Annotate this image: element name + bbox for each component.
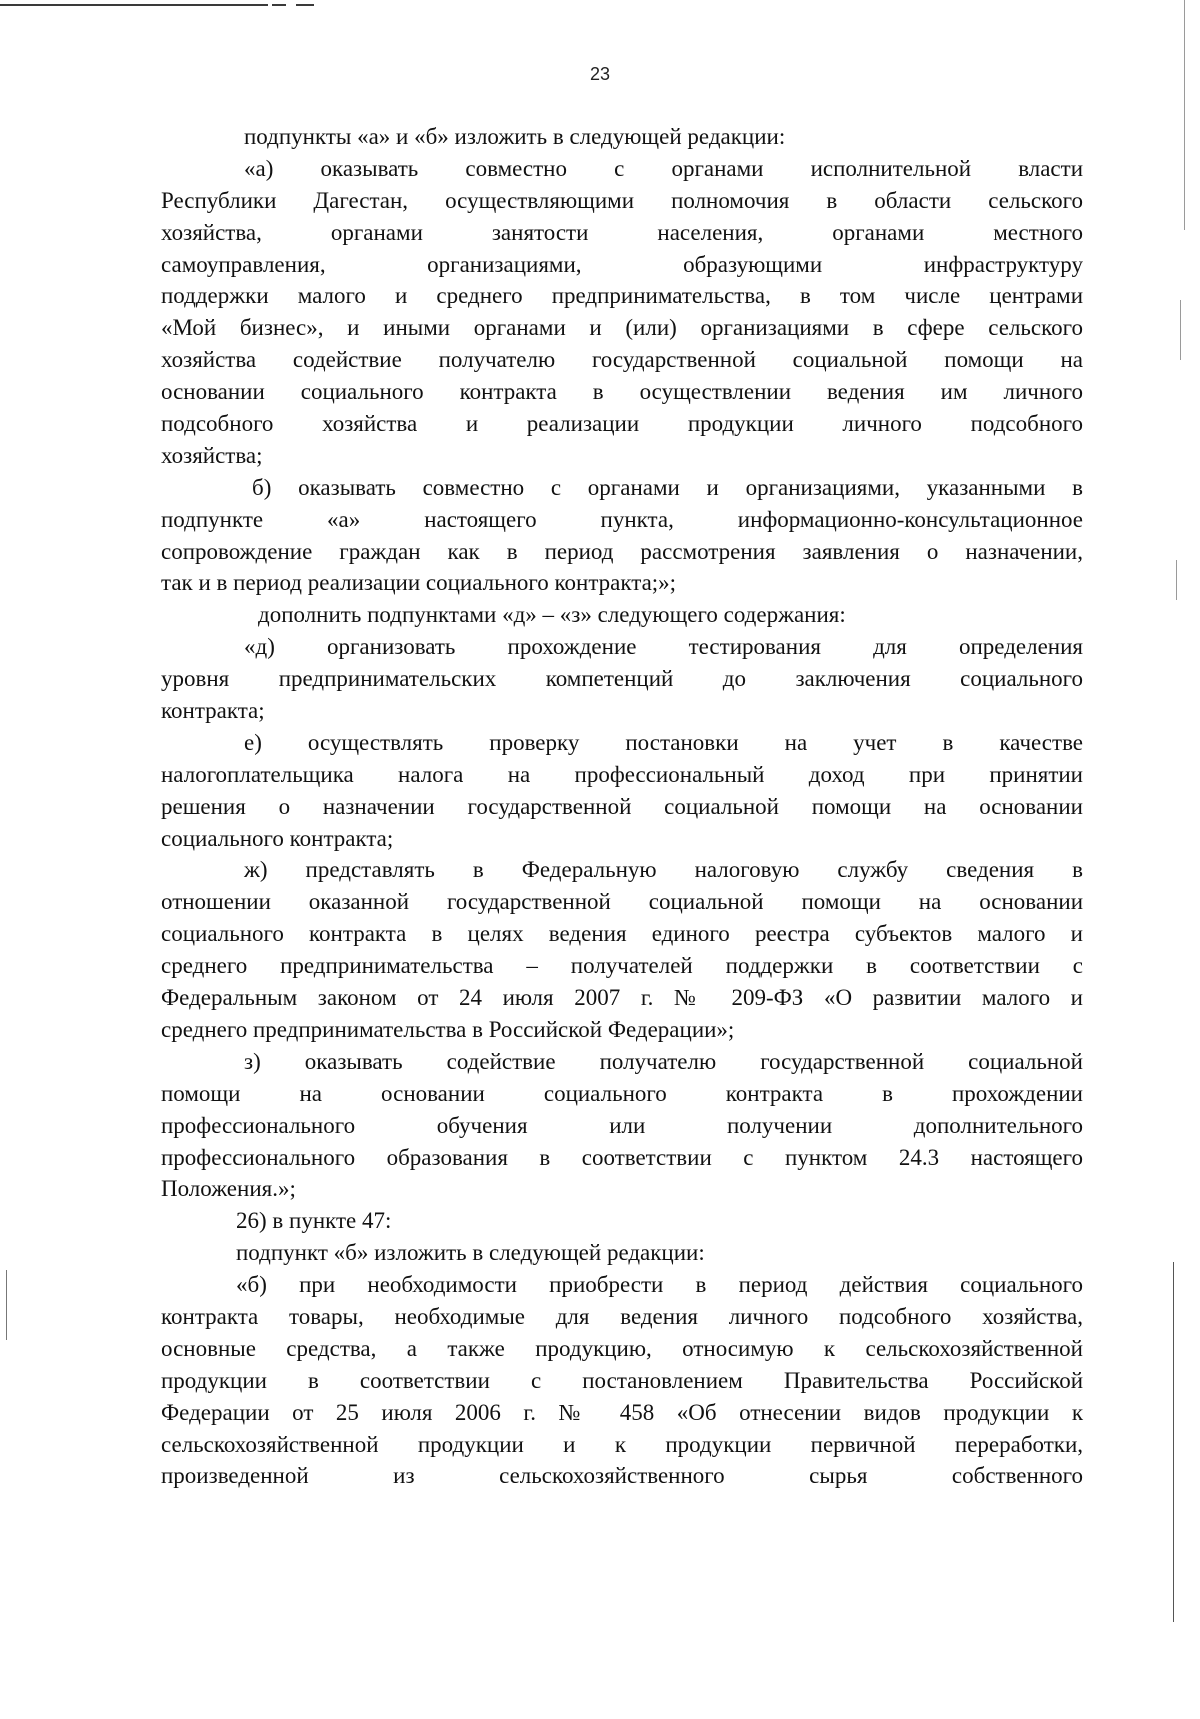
text-line: хозяйства содействие получателю государственной социальной помощи на: [161, 347, 1083, 373]
text-line: «б) при необходимости приобрести в период действия социального: [236, 1272, 1083, 1298]
text-line: «а) оказывать совместно с органами исполнительной власти: [244, 155, 1083, 181]
text-line: Республики Дагестан, осуществляющими полномочия в области сельского: [161, 187, 1083, 213]
text-line: з) оказывать содействие получателю государственной социальной: [244, 1048, 1083, 1074]
text-line: основные средства, а также продукцию, относимую к сельскохозяйственной: [161, 1335, 1083, 1361]
text-line: хозяйства, органами занятости населения, органами местного: [161, 219, 1083, 245]
document-body: [161, 121, 1083, 1492]
text-line: самоуправления, организациями, образующими инфраструктуру: [161, 251, 1083, 277]
text-line: Федерации от 25 июля 2006 г. № 458 «Об отнесении видов продукции к: [161, 1399, 1083, 1425]
text-line: продукции в соответствии с постановлением Правительства Российской: [161, 1367, 1083, 1393]
text-line: контракта;: [161, 698, 265, 724]
text-line: контракта товары, необходимые для ведения личного подсобного хозяйства,: [161, 1303, 1083, 1329]
text-line: профессионального образования в соответствии с пунктом 24.3 настоящего: [161, 1144, 1083, 1170]
text-line: «д) организовать прохождение тестирования для определения: [244, 634, 1083, 660]
text-line: основании социального контракта в осуществлении ведения им личного: [161, 379, 1083, 405]
text-line: социального контракта в целях ведения единого реестра субъектов малого и: [161, 921, 1083, 947]
text-line: б) оказывать совместно с органами и организациями, указанными в: [252, 474, 1083, 500]
text-line: налогоплательщика налога на профессиональный доход при принятии: [161, 761, 1083, 787]
text-line: дополнить подпунктами «д» – «з» следующего содержания:: [258, 602, 846, 628]
text-line: поддержки малого и среднего предпринимательства, в том числе центрами: [161, 283, 1083, 309]
text-line: подпункты «а» и «б» изложить в следующей редакции:: [244, 124, 786, 149]
scan-top-rule: [296, 4, 314, 6]
scan-edge-mark: [6, 1270, 7, 1340]
text-line: социального контракта;: [161, 825, 394, 851]
text-line: уровня предпринимательских компетенций до заключения социального: [161, 666, 1083, 692]
text-line: сопровождение граждан как в период рассмотрения заявления о назначении,: [161, 538, 1083, 564]
scan-edge-mark: [1176, 560, 1177, 600]
text-line: сельскохозяйственной продукции и к продукции первичной переработки,: [161, 1431, 1083, 1457]
text-line: подпункте «а» настоящего пункта, информационно-консультационное: [161, 506, 1083, 532]
text-line: решения о назначении государственной социальной помощи на основании: [161, 793, 1083, 819]
scan-top-rule: [0, 4, 268, 6]
text-line: так и в период реализации социального контракта;»;: [161, 570, 677, 596]
scan-top-rule: [272, 4, 286, 6]
text-line: подсобного хозяйства и реализации продукции личного подсобного: [161, 411, 1083, 437]
page-number: 23: [589, 64, 611, 84]
text-line: Федеральным законом от 24 июля 2007 г. № 209-ФЗ «О развитии малого и: [161, 985, 1083, 1011]
text-line: помощи на основании социального контракта в прохождении: [161, 1080, 1083, 1106]
scan-edge-mark: [1173, 1262, 1174, 1622]
text-line: ж) представлять в Федеральную налоговую службу сведения в: [244, 857, 1083, 883]
text-line: профессионального обучения или получении дополнительного: [161, 1112, 1083, 1138]
text-line: 26) в пункте 47:: [236, 1208, 392, 1234]
text-line: произведенной из сельскохозяйственного сырья собственного: [161, 1463, 1083, 1489]
text-line: среднего предпринимательства в Российской Федерации»;: [161, 1016, 735, 1042]
text-line: хозяйства;: [161, 442, 263, 468]
text-line: отношении оказанной государственной социальной помощи на основании: [161, 889, 1083, 915]
scan-edge-mark: [1184, 0, 1185, 230]
text-line: среднего предпринимательства – получателей поддержки в соответствии с: [161, 953, 1083, 979]
text-line: е) осуществлять проверку постановки на учет в качестве: [244, 729, 1083, 755]
text-line: «Мой бизнес», и иными органами и (или) организациями в сфере сельского: [161, 315, 1083, 341]
scan-edge-mark: [1180, 300, 1181, 360]
text-line: подпункт «б» изложить в следующей редакции:: [236, 1240, 705, 1266]
text-line: Положения.»;: [161, 1176, 296, 1202]
